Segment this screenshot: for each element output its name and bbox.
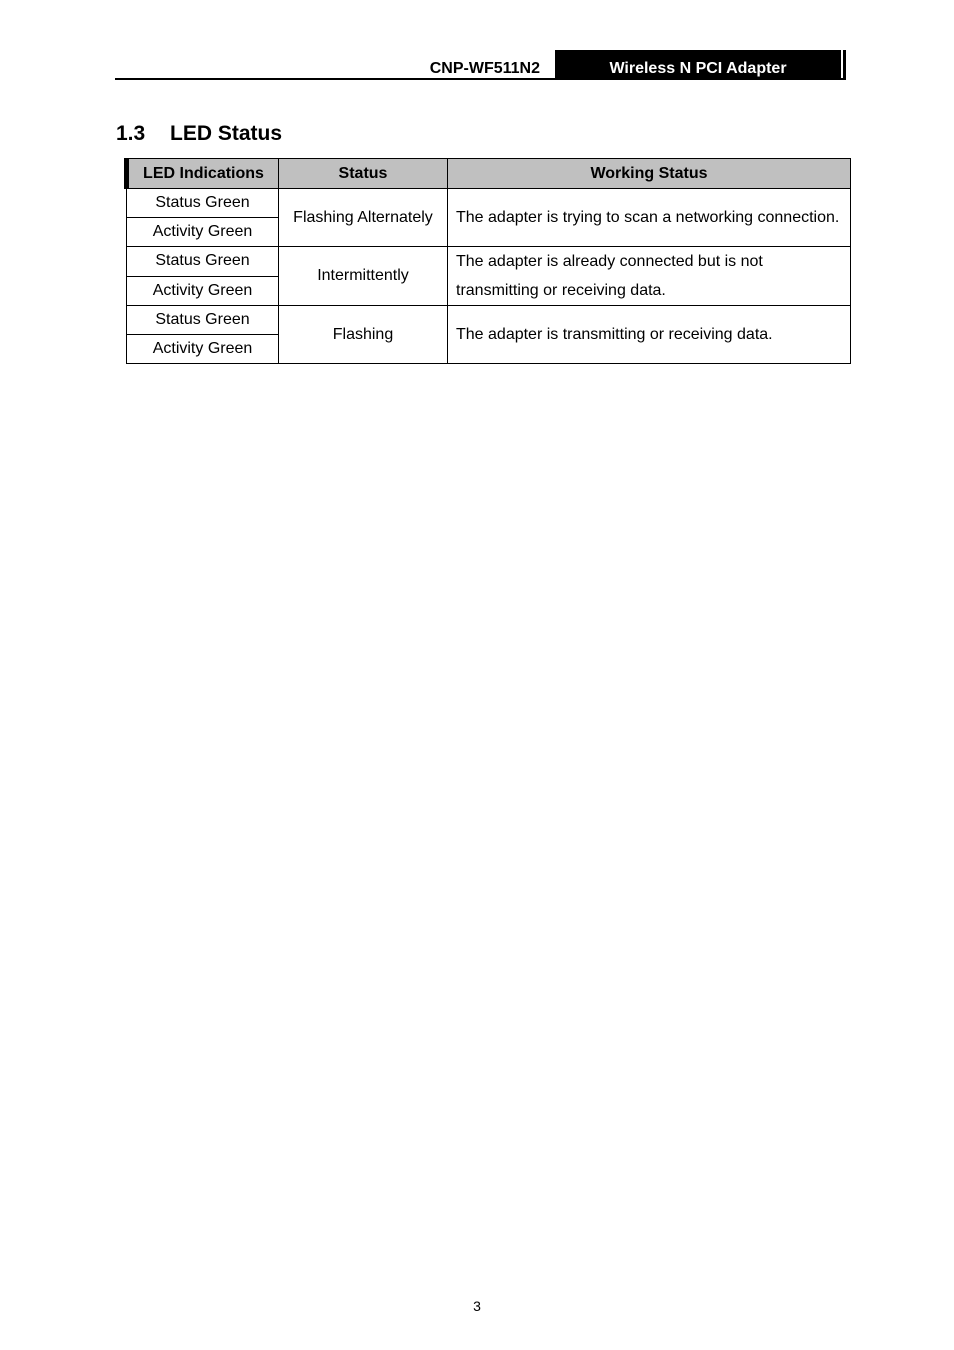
working-status-cell: The adapter is trying to scan a networking connection. <box>448 189 851 247</box>
status-cell: Flashing <box>279 306 448 364</box>
column-header-working-status: Working Status <box>448 159 851 189</box>
header-divider-bar <box>843 50 846 78</box>
status-cell: Flashing Alternately <box>279 189 448 247</box>
working-status-cell: The adapter is already connected but is not transmitting or receiving data. <box>448 247 851 306</box>
table-header-row <box>127 159 851 189</box>
page-header <box>115 50 846 80</box>
led-indication-cell: Activity Green <box>127 218 279 247</box>
led-indication-cell: Activity Green <box>127 276 279 306</box>
header-model-number: CNP-WF511N2 <box>429 60 540 77</box>
column-header-status: Status <box>279 159 448 189</box>
column-header-led-indications: LED Indications <box>127 159 279 189</box>
section-heading <box>116 121 282 146</box>
led-indication-cell: Status Green <box>127 189 279 218</box>
page-number: 3 <box>473 1298 481 1314</box>
led-indication-cell: Status Green <box>127 247 279 277</box>
table-row <box>127 189 851 218</box>
section-number: 1.3 <box>116 122 146 145</box>
led-indication-cell: Activity Green <box>127 335 279 364</box>
status-cell: Intermittently <box>279 247 448 306</box>
table-row <box>127 247 851 277</box>
header-product-name: Wireless N PCI Adapter <box>555 50 841 78</box>
working-status-cell: The adapter is transmitting or receiving data. <box>448 306 851 364</box>
led-indication-cell: Status Green <box>127 306 279 335</box>
led-status-table <box>124 158 851 364</box>
section-title-text: LED Status <box>170 122 283 145</box>
table-row <box>127 306 851 335</box>
